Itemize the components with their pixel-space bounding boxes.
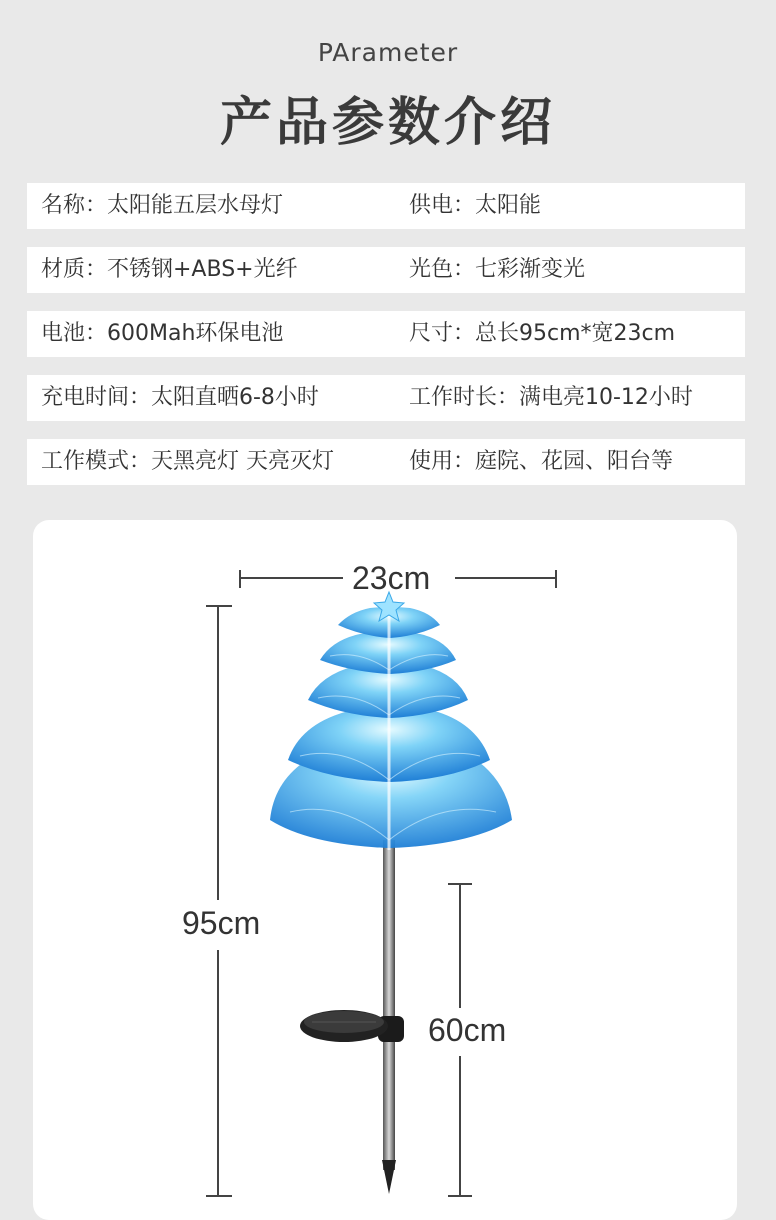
stake-height-label: 60cm [428, 1012, 507, 1048]
page-title: 产品参数介绍 [219, 93, 556, 153]
spec-usage: 使用：庭院、花园、阳台等 [409, 449, 674, 474]
jellyfish-lamp-head [270, 592, 512, 850]
spec-name: 名称：太阳能五层水母灯 [41, 193, 284, 218]
spec-work-time: 工作时长：满电亮10-12小时 [409, 385, 693, 410]
lamp-pole [383, 840, 395, 1170]
total-height-dimension [206, 606, 232, 1196]
width-label: 23cm [352, 560, 431, 596]
spec-work-mode: 工作模式：天黑亮灯 天亮灭灯 [41, 449, 334, 474]
subtitle: PArameter [317, 38, 459, 67]
spec-charge-time: 充电时间：太阳直晒6-8小时 [41, 385, 319, 410]
spec-size: 尺寸：总长95cm*宽23cm [409, 321, 676, 346]
stake-tip [382, 1160, 396, 1194]
spec-power: 供电：太阳能 [409, 193, 542, 218]
spec-battery: 电池：600Mah环保电池 [41, 321, 284, 346]
total-height-label: 95cm [182, 905, 261, 941]
spec-material: 材质：不锈钢+ABS+光纤 [41, 257, 298, 282]
spec-light-color: 光色：七彩渐变光 [409, 257, 586, 282]
